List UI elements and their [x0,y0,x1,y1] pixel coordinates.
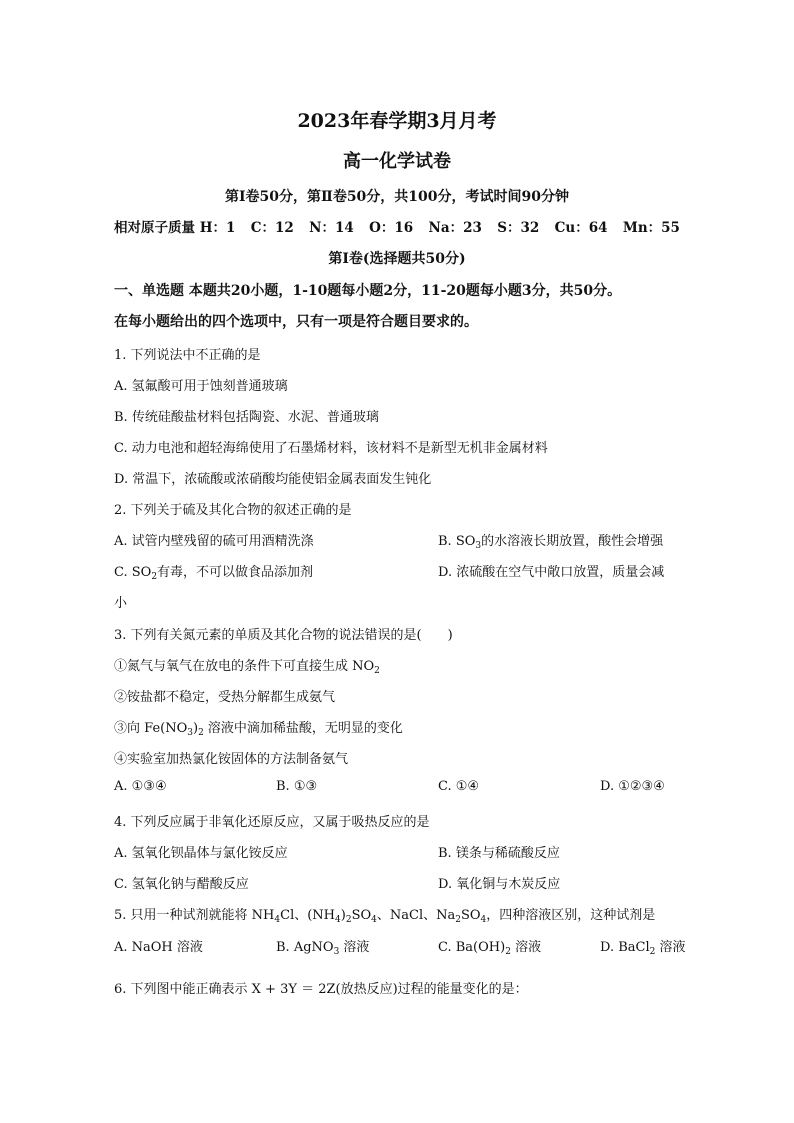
q1-option-a: A. 氢氟酸可用于蚀刻普通玻璃 [114,379,288,394]
atomic-mass-cu: Cu：64 [554,220,608,236]
q2-option-a: A. 试管内壁残留的硫可用酒精洗涤 [114,534,314,549]
q5-stem-part-1: Cl、(NH [280,908,336,923]
q3-statement-4: ④实验室加热氯化铵固体的方法制备氨气 [114,752,349,767]
q4-stem: 4. 下列反应属于非氧化还原反应，又属于吸热反应的是 [114,815,430,830]
q3-option-a: A. ①③④ [114,779,167,794]
q3-statement-1 [114,655,380,674]
q2-stem: 2. 下列关于硫及其化合物的叙述正确的是 [114,503,352,518]
q5-stem-part-5: SO [460,908,481,923]
q5-stem-sub-1: 4 [274,915,281,925]
q5-option-c-pre: C. Ba(OH) [438,940,506,955]
q3-statement-3-mid: ) [192,721,199,736]
instructions-line-1: 一、单选题 本题共20小题，1-10题每小题2分，11-20题每小题3分，共50分。 [114,283,622,299]
q5-stem-part-3: SO [351,908,372,923]
q3-statement-3-sub1: 3 [187,728,193,738]
q3-statement-1-text: ①氮气与氧气在放电的条件下可直接生成 NO [114,659,375,674]
q5-stem-sub-6: 4 [480,915,487,925]
atomic-mass-label: 相对原子质量 [114,220,195,236]
q4-option-c: C. 氢氧化钠与醋酸反应 [114,877,249,892]
q3-statement-3-end: 溶液中滴加稀盐酸，无明显的变化 [203,721,403,736]
q5-option-b-post: 溶液 [339,940,370,955]
atomic-mass-na: Na：23 [428,220,482,236]
q2-option-b-sub: 3 [475,541,482,551]
q2-option-c [114,561,313,580]
q2-option-d-continued: 小 [114,596,128,611]
q5-option-b [276,936,369,955]
q1-option-d: D. 常温下，浓硫酸或浓硝酸均能使铝金属表面发生钝化 [114,472,432,487]
q1-option-c: C. 动力电池和超轻海绵使用了石墨烯材料，该材料不是新型无机非金属材料 [114,441,548,456]
q5-stem [114,904,655,923]
atomic-mass-mn: Mn：55 [622,220,680,236]
q5-option-d-post: 溶液 [655,940,686,955]
q5-stem-part-4: 、NaCl、Na [376,908,456,923]
q2-option-b-post: 的水溶液长期放置，酸性会增强 [481,534,664,549]
q5-stem-sub-3: 2 [345,915,352,925]
atomic-mass-s: S：32 [497,220,540,236]
exam-title: 2023年春学期3月月考 [297,110,497,132]
q5-stem-sub-5: 2 [455,915,461,925]
q3-statement-3 [114,717,403,736]
atomic-mass-row [114,216,680,236]
q5-option-d [600,936,686,955]
atomic-mass-n: N：14 [309,220,354,236]
q5-stem-pre: 5. 只用一种试剂就能将 NH [114,908,275,923]
instructions-line-2: 在每小题给出的四个选项中，只有一项是符合题目要求的。 [114,314,478,330]
q2-option-c-sub: 2 [151,572,158,582]
q5-option-c-post: 溶液 [510,940,542,955]
q3-statement-2: ②铵盐都不稳定，受热分解都生成氨气 [114,690,336,705]
q2-option-c-post: 有毒，不可以做食品添加剂 [157,565,314,580]
exam-info: 第Ⅰ卷50分，第Ⅱ卷50分，共100分，考试时间90分钟 [224,189,570,205]
q4-option-a: A. 氢氧化钡晶体与氯化铵反应 [114,846,288,861]
exam-subtitle: 高一化学试卷 [343,151,451,172]
q3-option-c: C. ①④ [438,779,480,794]
q5-option-a: A. NaOH 溶液 [114,940,203,955]
q3-statement-3-pre: ③向 Fe(NO [114,721,188,736]
q5-stem-end: ，四种溶液区别，这种试剂是 [486,908,656,923]
atomic-mass-o: O：16 [369,220,414,236]
q4-option-d: D. 氧化铜与木炭反应 [438,877,561,892]
q5-option-c-sub: 2 [505,947,511,957]
q3-stem: 3. 下列有关氮元素的单质及其化合物的说法错误的是( ) [114,628,453,643]
q1-option-b: B. 传统硅酸盐材料包括陶瓷、水泥、普通玻璃 [114,410,379,425]
q3-option-b: B. ①③ [276,779,318,794]
section-heading: 第Ⅰ卷(选择题共50分) [328,251,466,267]
q5-stem-part-2: ) [340,908,346,923]
q5-stem-sub-2: 4 [335,915,341,925]
q5-option-c [438,936,541,955]
q5-option-b-sub: 3 [333,947,340,957]
atomic-mass-c: C：12 [250,220,294,236]
atomic-mass-h: H：1 [199,220,236,236]
q1-stem: 1. 下列说法中不正确的是 [114,348,261,363]
q5-option-d-pre: D. BaCl [600,940,650,955]
q4-option-b: B. 镁条与稀硫酸反应 [438,846,560,861]
q2-option-b [438,530,663,549]
q5-option-b-pre: B. AgNO [276,940,334,955]
q3-statement-1-sub: 2 [374,666,380,676]
atomic-mass-group [114,216,235,236]
q3-option-d: D. ①②③④ [600,779,665,794]
q5-option-d-sub: 2 [649,947,656,957]
q3-statement-3-sub2: 2 [198,728,204,738]
q2-option-b-pre: B. SO [438,534,476,549]
q5-stem-sub-4: 4 [371,915,377,925]
q6-stem: 6. 下列图中能正确表示 X + 3Y ＝ 2Z(放热反应)过程的能量变化的是： [114,982,528,997]
q2-option-d: D. 浓硫酸在空气中敞口放置，质量会减 [438,565,665,580]
q2-option-c-pre: C. SO [114,565,152,580]
